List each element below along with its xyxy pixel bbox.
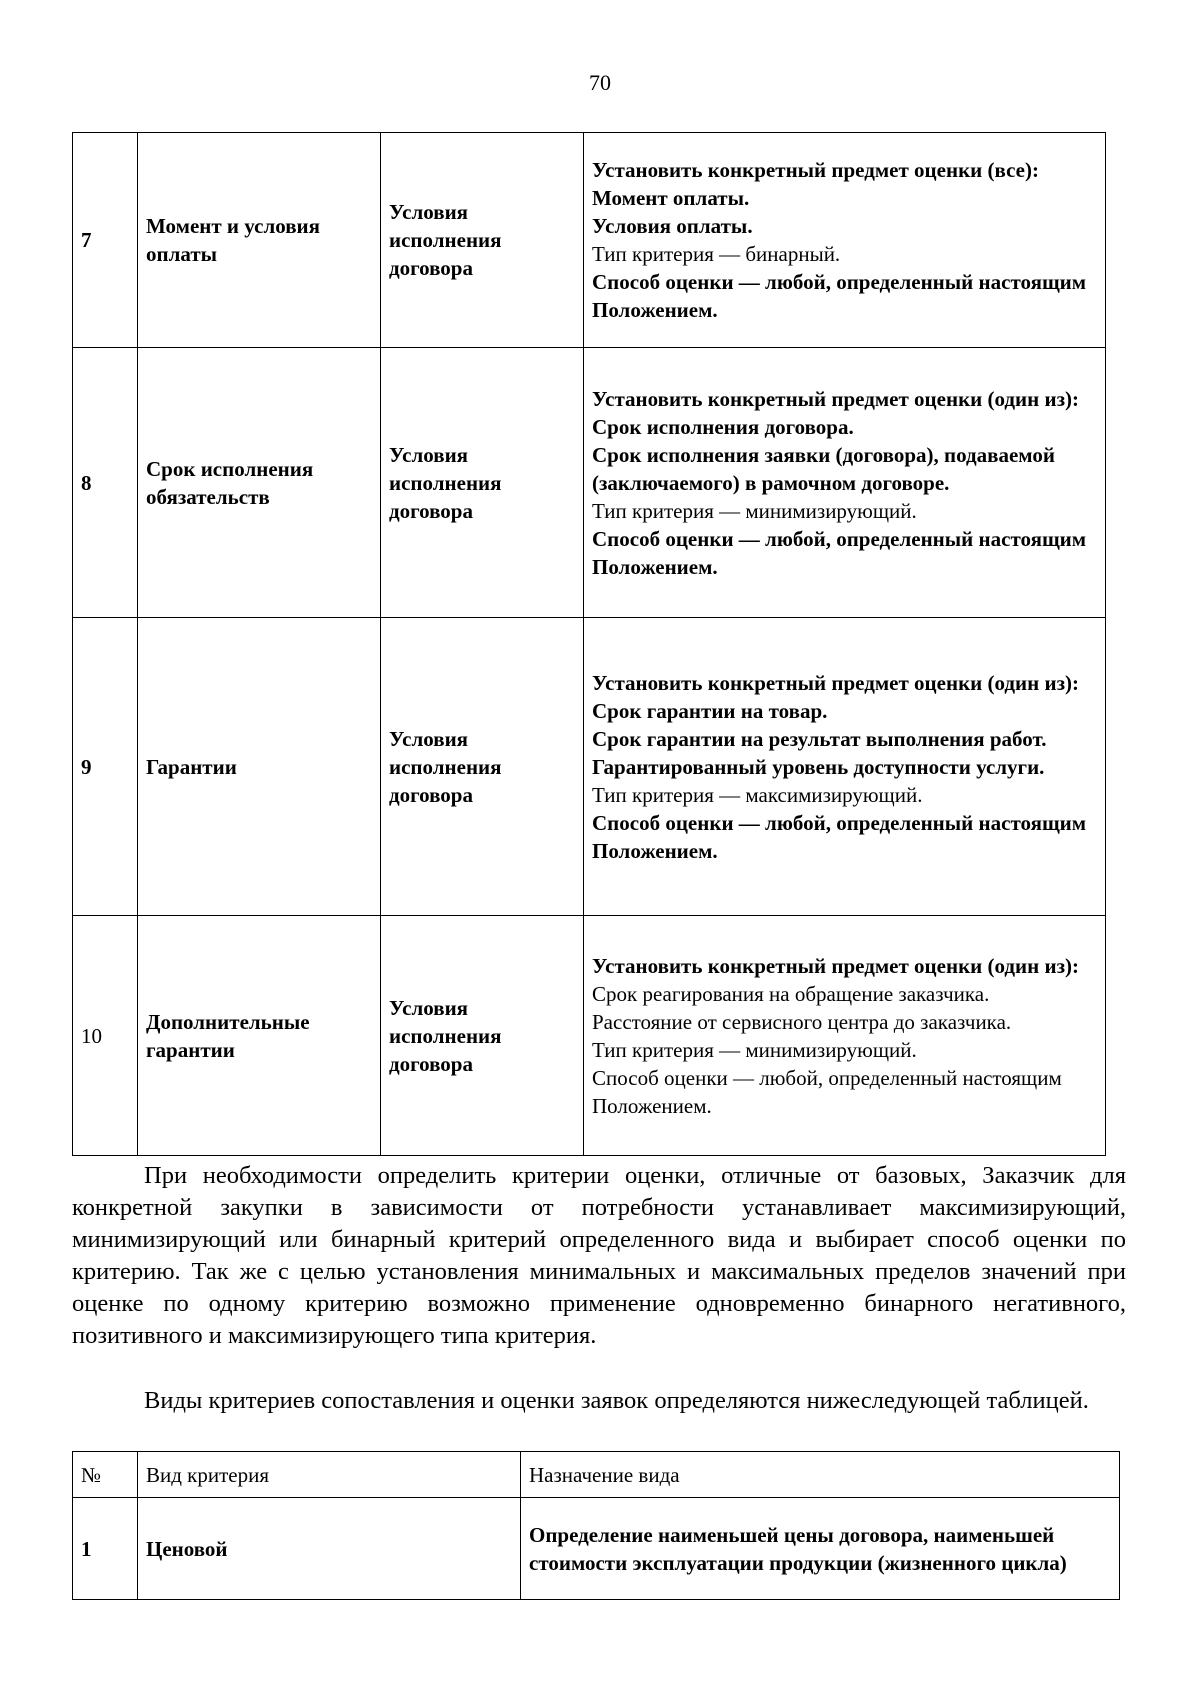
paragraph-text: Виды критериев сопоставления и оценки заявок определяются нижеследующей таблицей. (144, 1387, 1089, 1414)
table-header-row (73, 1452, 1120, 1498)
description-line: Способ оценки — любой, определенный настоящим Положением. (592, 1065, 1062, 1118)
table-row (73, 618, 1106, 916)
column-header-purpose: Назначение вида (521, 1452, 1120, 1498)
description-line: Срок гарантии на результат выполнения работ. (592, 726, 1047, 751)
criterion-kind: Ценовой (138, 1498, 521, 1600)
criteria-table (72, 132, 1106, 1156)
description-line: Способ оценки — любой, определенный настоящим Положением. (592, 270, 1087, 322)
description-line: Условия оплаты. (592, 214, 753, 238)
description-line: Тип критерия — минимизирующий. (592, 1037, 917, 1062)
row-number: 9 (73, 618, 138, 916)
description-line: Момент оплаты. (592, 186, 750, 210)
criterion-description (584, 133, 1106, 348)
table-row (73, 916, 1106, 1156)
criterion-name: Момент и условия оплаты (138, 133, 381, 348)
criterion-description (584, 916, 1106, 1156)
criterion-category: Условия исполнения договора (381, 348, 584, 618)
page-number: 70 (589, 70, 611, 95)
table-row (73, 1498, 1120, 1600)
description-line: Способ оценки — любой, определенный настоящим Положением. (592, 526, 1087, 579)
description-line: Установить конкретный предмет оценки (один из): (592, 953, 1079, 978)
description-line: Способ оценки — любой, определенный настоящим Положением. (592, 810, 1087, 863)
row-number: 8 (73, 348, 138, 618)
criterion-description (584, 348, 1106, 618)
description-line: Установить конкретный предмет оценки (все): (592, 158, 1039, 182)
criterion-category: Условия исполнения договора (381, 618, 584, 916)
description-line: Расстояние от сервисного центра до заказчика. (592, 1009, 1012, 1034)
description-line: Срок реагирования на обращение заказчика. (592, 981, 990, 1006)
description-line: Срок исполнения заявки (договора), подаваемой (заключаемого) в рамочном договоре. (592, 442, 1055, 495)
criteria-types-table (72, 1451, 1120, 1600)
description-line: Срок гарантии на товар. (592, 698, 828, 723)
description-line: Установить конкретный предмет оценки (один из): (592, 670, 1079, 695)
description-line: Тип критерия — минимизирующий. (592, 498, 917, 523)
description-line: Тип критерия — максимизирующий. (592, 782, 923, 807)
table-row (73, 133, 1106, 348)
body-paragraph (72, 1385, 1126, 1417)
description-line: Тип критерия — бинарный. (592, 242, 841, 266)
criterion-name: Гарантии (138, 618, 381, 916)
description-line: Гарантированный уровень доступности услуги. (592, 754, 1045, 779)
criterion-purpose: Определение наименьшей цены договора, наименьшей стоимости эксплуатации продукции (жизненного цикла) (521, 1498, 1120, 1600)
criterion-category: Условия исполнения договора (381, 133, 584, 348)
description-line: Срок исполнения договора. (592, 414, 854, 439)
body-paragraph (72, 1160, 1126, 1352)
row-number: 10 (73, 916, 138, 1156)
row-number: 1 (73, 1498, 138, 1600)
criterion-name: Дополнительные гарантии (138, 916, 381, 1156)
row-number: 7 (73, 133, 138, 348)
criterion-description (584, 618, 1106, 916)
paragraph-text: При необходимости определить критерии оценки, отличные от базовых, Заказчик для конкретной закупки в зависимости от потребности устанавливает максимизирующий, минимизирующий или бинарный критерий определенного вида и выбирает способ оценки по критерию. Так же с целью установления минимальных и максимальных пределов значений при оценке по одному критерию возможно применение одновременно бинарного негативного, позитивного и максимизирующего типа критерия. (72, 1162, 1126, 1349)
description-line: Установить конкретный предмет оценки (один из): (592, 386, 1079, 411)
criterion-name: Срок исполнения обязательств (138, 348, 381, 618)
column-header-kind: Вид критерия (138, 1452, 521, 1498)
column-header-number: № (73, 1452, 138, 1498)
criterion-category: Условия исполнения договора (381, 916, 584, 1156)
table-row (73, 348, 1106, 618)
